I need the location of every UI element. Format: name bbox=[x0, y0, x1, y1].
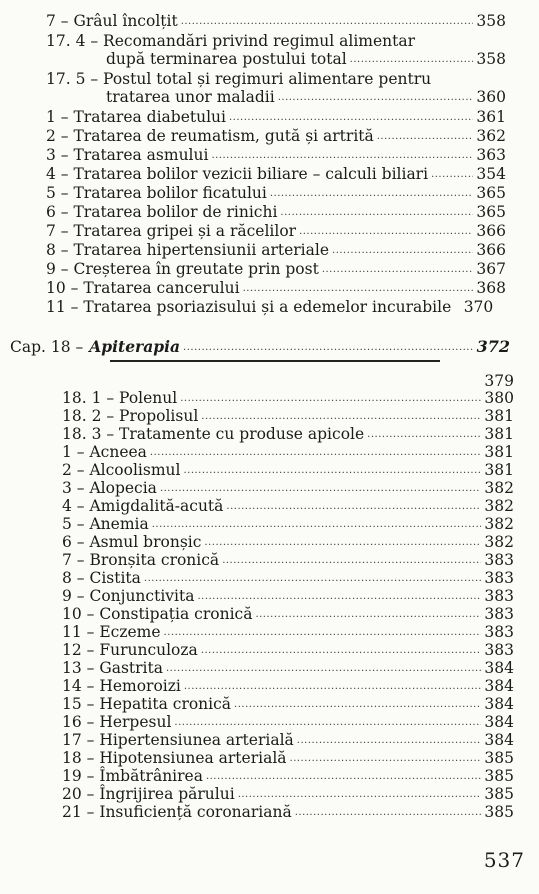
leader-dots bbox=[201, 411, 481, 425]
toc-entry: 6 – Asmul bronșic ..... 382 bbox=[62, 533, 514, 551]
toc-entry: 7 – Grâul încolțit ..... 358 bbox=[46, 12, 506, 30]
toc-entry: 6 – Tratarea bolilor de rinichi ..... 365 bbox=[46, 203, 506, 221]
leader-dots bbox=[290, 753, 481, 767]
leader-dots bbox=[174, 717, 481, 731]
toc-entry: 11 – Tratarea psoriazisului și a edemelor incurabile 370 bbox=[46, 298, 494, 316]
leader-dots bbox=[204, 537, 481, 551]
leader-dots bbox=[270, 188, 473, 202]
leader-dots bbox=[255, 609, 481, 623]
toc-entry: 3 – Alopecia ..... 382 bbox=[62, 479, 514, 497]
toc-entry: 17. 5 – Postul total și regimuri alimentare pentru bbox=[46, 70, 432, 88]
toc-entry: 4 – Amigdalită-acută ..... 382 bbox=[62, 497, 514, 515]
leader-dots bbox=[222, 555, 481, 569]
leader-dots bbox=[201, 645, 481, 659]
leader-dots bbox=[322, 264, 473, 278]
leader-dots bbox=[184, 681, 481, 695]
leader-dots bbox=[160, 483, 481, 497]
leader-dots bbox=[180, 393, 481, 407]
toc-entry: 8 – Tratarea hipertensiunii arteriale ..... 366 bbox=[46, 241, 506, 259]
page-number: 537 bbox=[483, 848, 525, 872]
toc-entry: 15 – Hepatita cronică ..... 384 bbox=[62, 695, 514, 713]
leader-dots bbox=[229, 112, 473, 126]
toc-entry: 10 – Tratarea cancerului ..... 368 bbox=[46, 279, 506, 297]
chapter-heading: Cap. 18 – Apiterapia ..... 372 bbox=[10, 338, 510, 356]
leader-dots bbox=[152, 519, 481, 533]
toc-entry: 12 – Furunculoza ..... 383 bbox=[62, 641, 514, 659]
toc-entry: 1 – Tratarea diabetului ..... 361 bbox=[46, 108, 506, 126]
toc-entry: 1 – Acneea ..... 381 bbox=[62, 443, 514, 461]
toc-entry: 379 bbox=[484, 372, 514, 390]
leader-dots bbox=[238, 789, 481, 803]
leader-dots bbox=[226, 501, 481, 515]
leader-dots bbox=[243, 283, 473, 297]
toc-entry: 10 – Constipația cronică ..... 383 bbox=[62, 605, 514, 623]
toc-entry: 18 – Hipotensiunea arterială ..... 385 bbox=[62, 749, 514, 767]
toc-entry: 7 – Bronșita cronică ..... 383 bbox=[62, 551, 514, 569]
leader-dots bbox=[144, 573, 481, 587]
leader-dots bbox=[377, 131, 473, 145]
leader-dots bbox=[166, 663, 481, 677]
toc-entry: 18. 2 – Propolisul ..... 381 bbox=[62, 407, 514, 425]
toc-entry: 8 – Cistita ..... 383 bbox=[62, 569, 514, 587]
toc-entry: 4 – Tratarea bolilor vezicii biliare – calculi biliari ..... 354 bbox=[46, 165, 506, 183]
leader-dots bbox=[197, 591, 481, 605]
leader-dots bbox=[332, 245, 473, 259]
toc-entry: 14 – Hemoroizi ..... 384 bbox=[62, 677, 514, 695]
leader-dots bbox=[295, 807, 481, 821]
toc-entry-continuation: tratarea unor maladii ..... 360 bbox=[106, 88, 506, 106]
leader-dots bbox=[367, 429, 481, 443]
toc-entry-continuation: după terminarea postului total ..... 358 bbox=[106, 50, 506, 68]
chapter-rule bbox=[110, 360, 440, 362]
leader-dots bbox=[211, 150, 473, 164]
toc-entry: 7 – Tratarea gripei și a răcelilor ..... 366 bbox=[46, 222, 506, 240]
leader-dots bbox=[183, 465, 481, 479]
toc-entry: 18. 3 – Tratamente cu produse apicole ..... 381 bbox=[62, 425, 514, 443]
toc-entry: 2 – Alcoolismul ..... 381 bbox=[62, 461, 514, 479]
leader-dots bbox=[297, 735, 481, 749]
toc-entry: 21 – Insuficiență coronariană ..... 385 bbox=[62, 803, 514, 821]
leader-dots bbox=[150, 447, 481, 461]
leader-dots bbox=[181, 16, 473, 30]
leader-dots bbox=[280, 207, 473, 221]
toc-entry: 18. 1 – Polenul ..... 380 bbox=[62, 389, 514, 407]
toc-entry: 16 – Herpesul ..... 384 bbox=[62, 713, 514, 731]
toc-entry: 3 – Tratarea asmului ..... 363 bbox=[46, 146, 506, 164]
leader-dots bbox=[278, 92, 474, 106]
toc-entry: 11 – Eczeme ..... 383 bbox=[62, 623, 514, 641]
leader-dots bbox=[183, 342, 474, 356]
leader-dots bbox=[164, 627, 481, 641]
toc-entry: 17. 4 – Recomandări privind regimul alimentar bbox=[46, 32, 416, 50]
toc-entry: 20 – Îngrijirea părului ..... 385 bbox=[62, 785, 514, 803]
toc-entry: 2 – Tratarea de reumatism, gută și artrită ..... 362 bbox=[46, 127, 506, 145]
leader-dots bbox=[350, 54, 474, 68]
toc-entry: 19 – Îmbătrânirea ..... 385 bbox=[62, 767, 514, 785]
toc-entry: 13 – Gastrita ..... 384 bbox=[62, 659, 514, 677]
toc-entry: 5 – Anemia ..... 382 bbox=[62, 515, 514, 533]
leader-dots bbox=[299, 226, 473, 240]
toc-entry: 17 – Hipertensiunea arterială ..... 384 bbox=[62, 731, 514, 749]
toc-entry: 5 – Tratarea bolilor ficatului ..... 365 bbox=[46, 184, 506, 202]
toc-entry: 9 – Conjunctivita ..... 383 bbox=[62, 587, 514, 605]
leader-dots bbox=[234, 699, 481, 713]
leader-dots bbox=[431, 169, 473, 183]
toc-entry: 9 – Creșterea în greutate prin post ..... 367 bbox=[46, 260, 506, 278]
leader-dots bbox=[206, 771, 481, 785]
